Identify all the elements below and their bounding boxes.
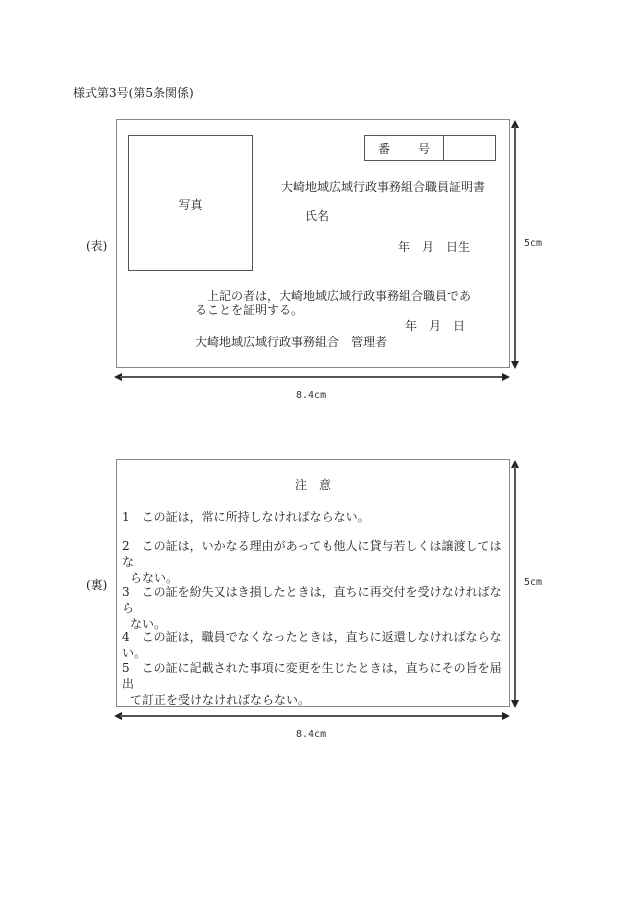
form-title: 様式第3号(第5条関係) [73,86,194,100]
notice-item-2 [122,538,502,586]
notice-item-4 [122,629,502,661]
front-width-label: 8.4cm [296,390,327,401]
back-height-label: 5cm [524,577,543,588]
notice-item-text: この証は，常に所持しなければならない。 [141,510,370,524]
photo-label: 写真 [178,198,203,212]
notice-item-number: 3 [122,585,130,599]
back-side-label: (裏) [86,578,108,592]
photo-box [128,135,253,271]
notice-item-text: この証は，職員でなくなったときは，直ちに返還しなければならない。 [122,630,502,660]
arrow-down-icon [511,361,519,369]
notice-item-text-cont: らない。 [130,571,179,585]
notice-item-text: この証に記載された事項に変更を生じたときは，直ちにその旨を届出 [122,661,502,691]
card-title: 大崎地域広域行政事務組合職員証明書 [281,180,486,194]
number-label: 番 号 [365,136,444,160]
front-height-label: 5cm [524,238,543,249]
height-dimension-line [514,126,516,362]
notice-item-5 [122,660,502,708]
name-label: 氏名 [305,209,330,223]
height-dimension-line [514,466,516,702]
notice-item-number: 1 [122,510,130,524]
number-value-field [444,136,495,160]
notice-item-number: 2 [122,539,130,553]
birth-date-label: 年 月 日生 [398,240,471,254]
notice-item-text-cont: て訂正を受けなければならない。 [130,693,311,707]
notice-item-text: この証は，いかなる理由があっても他人に貸与若しくは譲渡してはな [122,539,502,569]
arrow-right-icon [502,712,510,720]
back-width-label: 8.4cm [296,729,327,740]
front-side-label: (表) [86,239,108,253]
notice-title: 注 意 [295,478,332,492]
arrow-down-icon [511,700,519,708]
arrow-right-icon [502,373,510,381]
number-box [364,135,496,161]
certify-text-line2: ることを証明する。 [195,303,304,317]
issue-date-label: 年 月 日 [405,319,466,333]
notice-item-1 [122,509,502,525]
certify-text-line1: 上記の者は，大崎地域広域行政事務組合職員であ [207,289,472,303]
notice-item-text-cont: ない。 [130,617,167,631]
notice-item-number: 5 [122,661,130,675]
notice-item-number: 4 [122,630,130,644]
issuer-label: 大崎地域広域行政事務組合 管理者 [195,335,388,349]
width-dimension-line [120,376,504,378]
notice-item-3 [122,584,502,632]
width-dimension-line [120,715,504,717]
notice-item-text: この証を紛失又はき損したときは，直ちに再交付を受けなければなら [122,585,502,615]
